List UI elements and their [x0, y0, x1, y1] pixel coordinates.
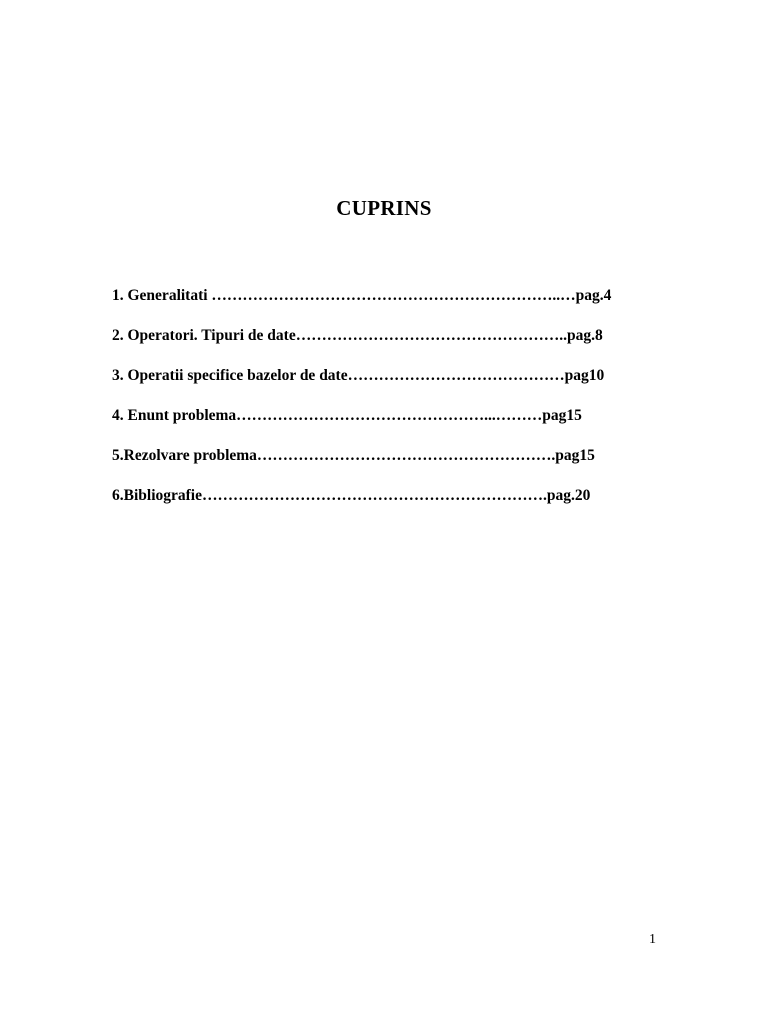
- toc-entry-operatori: 2. Operatori. Tipuri de date……………………………………………..pag.8: [112, 327, 603, 344]
- table-of-contents: [112, 285, 660, 525]
- page-title: CUPRINS: [336, 196, 432, 220]
- toc-entry-generalitati: 1. Generalitati …………………………………………………………..…pag.4: [112, 287, 612, 304]
- toc-entry-enunt: 4. Enunt problema…………………………………………...………pag15: [112, 407, 582, 424]
- toc-entry-bibliografie: 6.Bibliografie………………………………………………………….pag.20: [112, 487, 591, 504]
- toc-entry-rezolvare: 5.Rezolvare problema………………………………………………….pag15: [112, 447, 595, 464]
- toc-entry-operatii: 3. Operatii specifice bazelor de date……………………………………pag10: [112, 367, 605, 384]
- page-number: 1: [649, 932, 656, 947]
